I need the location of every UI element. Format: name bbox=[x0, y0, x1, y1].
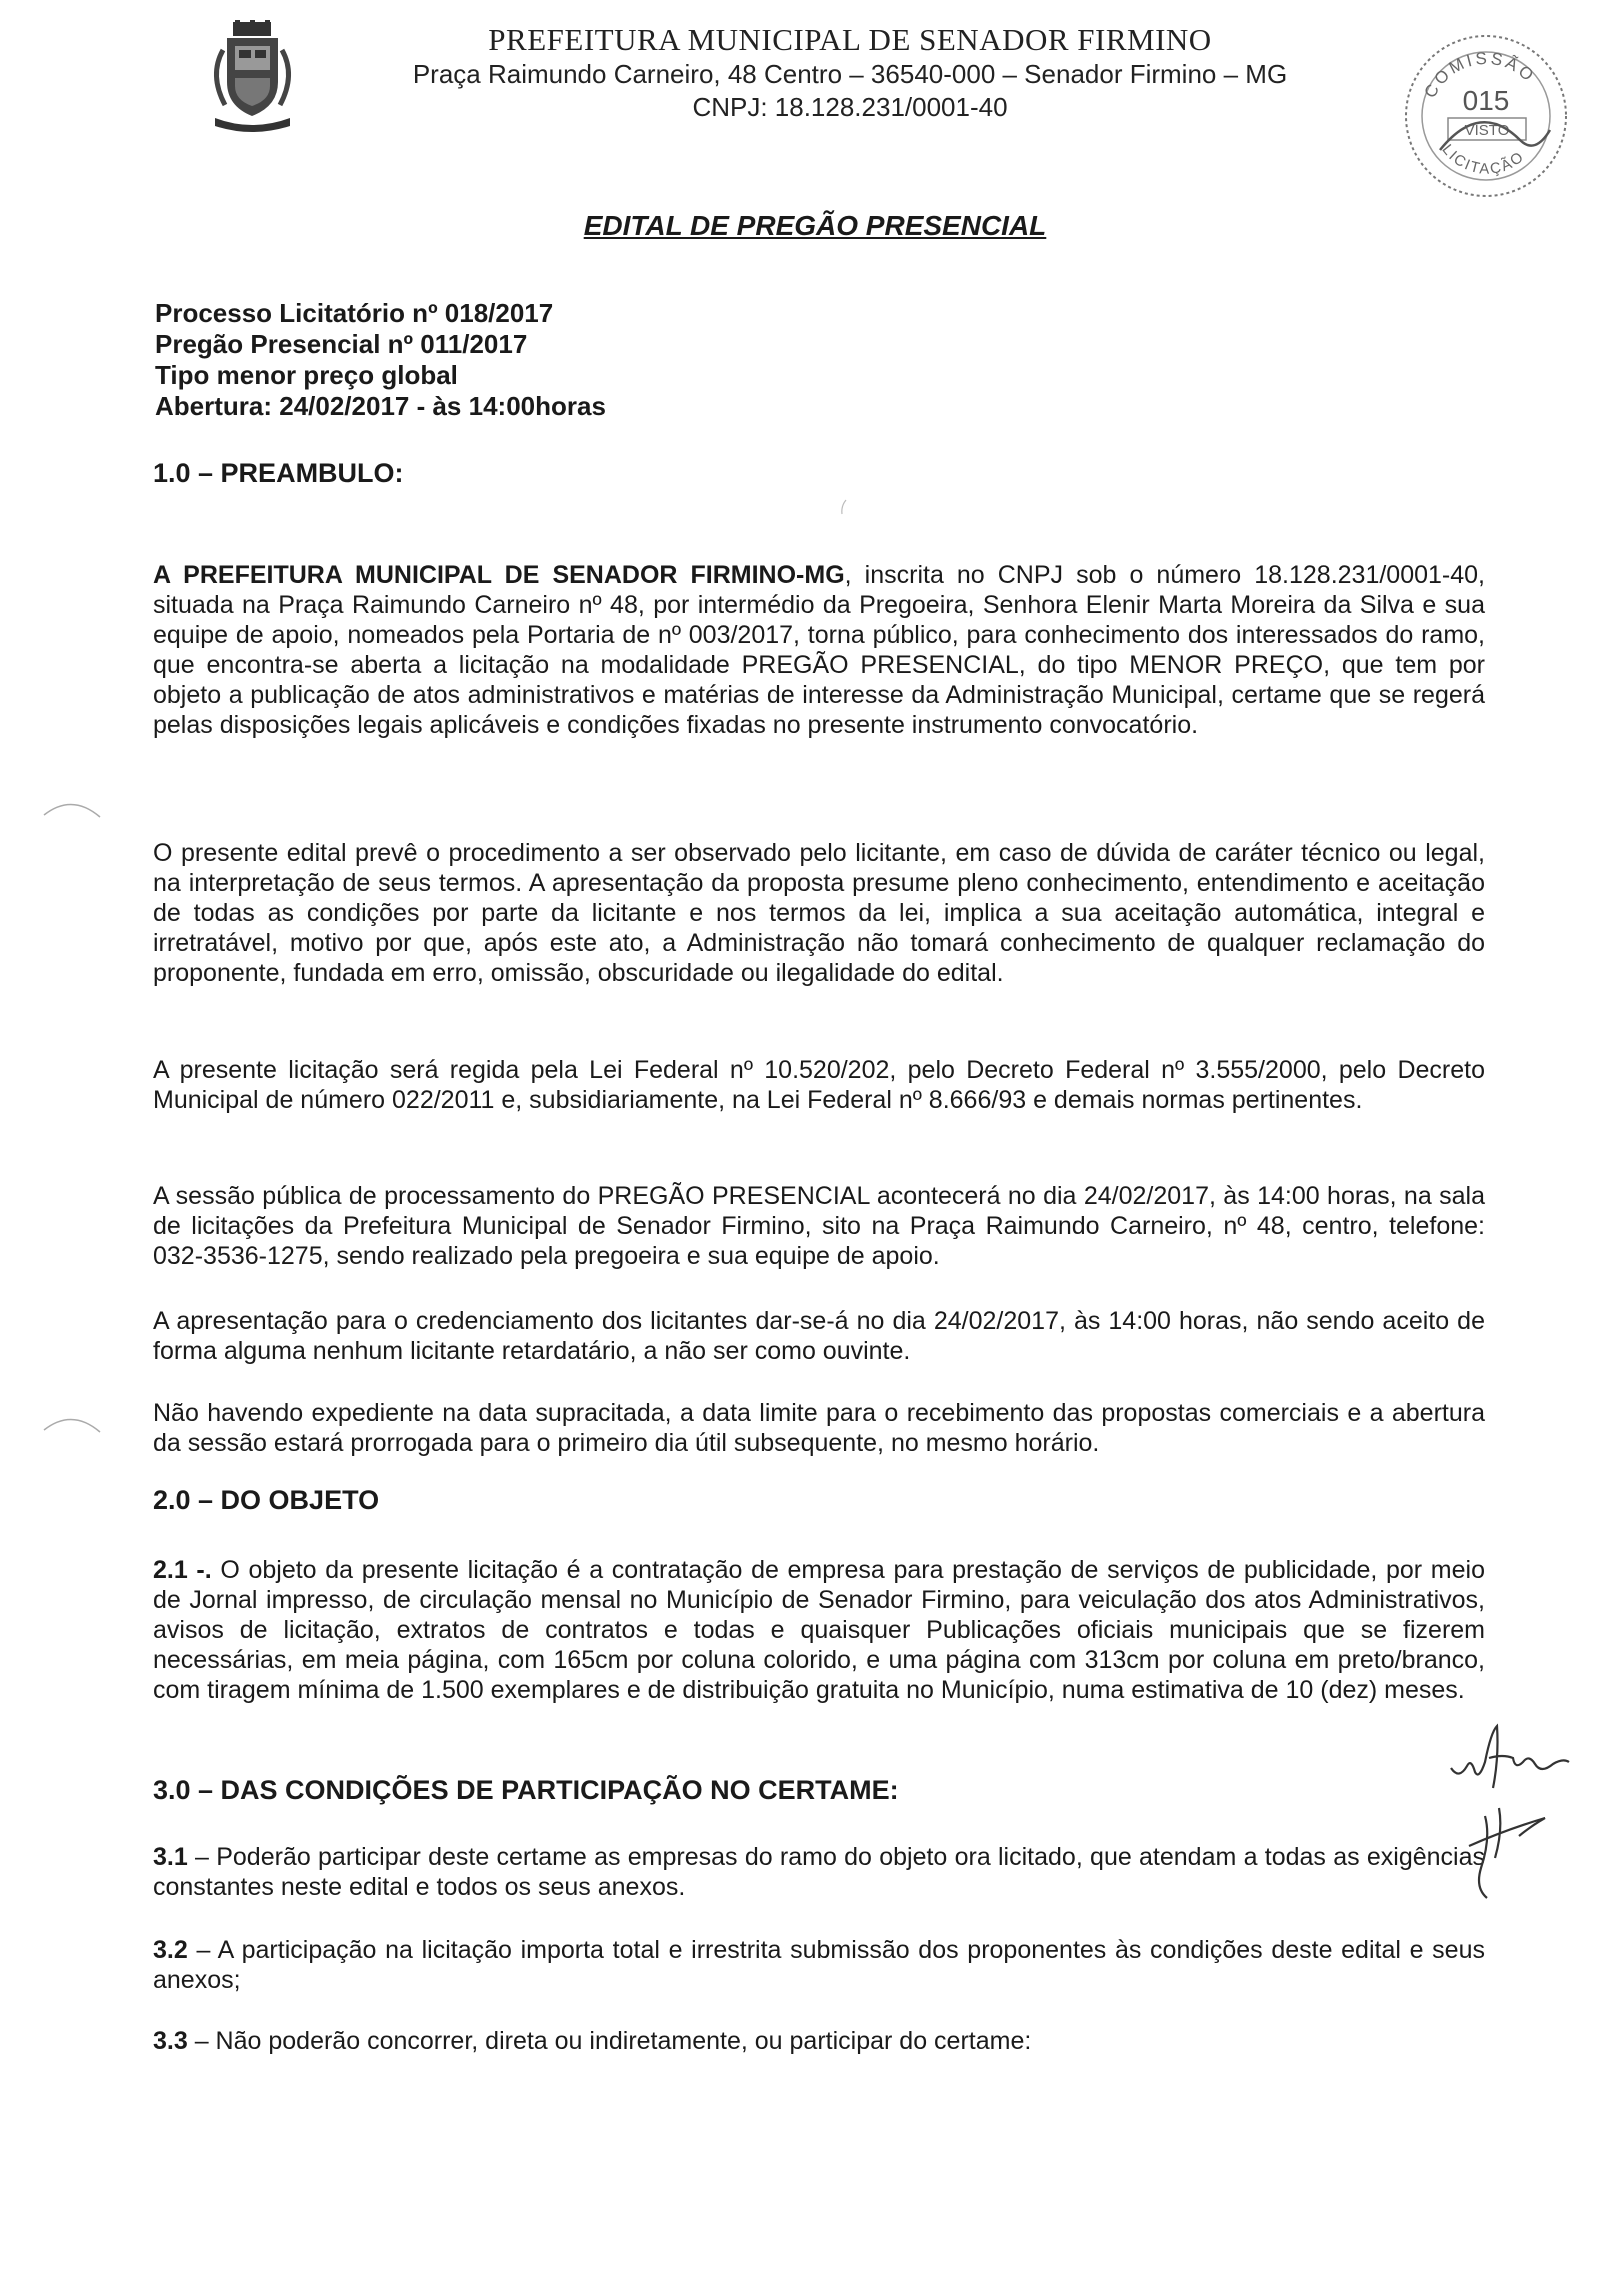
process-info bbox=[155, 298, 855, 422]
section-heading-objeto: 2.0 – DO OBJETO bbox=[153, 1485, 380, 1515]
municipality-address: Praça Raimundo Carneiro, 48 Centro – 36540-000 – Senador Firmino – MG bbox=[412, 59, 1288, 89]
handwritten-signature bbox=[1445, 1718, 1575, 1928]
municipality-cnpj: CNPJ: 18.128.231/0001-40 bbox=[692, 92, 1008, 122]
preambulo-paragraph-5: A apresentação para o credenciamento dos licitantes dar-se-á no dia 24/02/2017, às 14:00 horas, não sendo aceito de forma alguma nenhum licitante retardatário, a não ser como ouvinte. bbox=[153, 1307, 1485, 1365]
seal-middle-text: VISTO bbox=[1464, 122, 1510, 139]
item-number: 3.1 bbox=[153, 1843, 188, 1871]
preambulo-paragraph-1 bbox=[153, 560, 1485, 740]
scan-mark bbox=[838, 498, 848, 516]
seal-page-number: 015 bbox=[1462, 85, 1510, 116]
preambulo-paragraph-1-text: , inscrita no CNPJ sob o número 18.128.231/0001-40, situada na Praça Raimundo Carneiro nº 48, por intermédio da Pregoeira, Senhora Elenir Marta Moreira da Silva e sua equipe de apoio, nomeados pela Portaria de nº 003/2017, torna público, para conhecimento dos interessados do ramo, que encontra-se aberta a licitação na modalidade PREGÃO PRESENCIAL, do tipo MENOR PREÇO, que tem por objeto a publicação de atos administrativos e matérias de interesse da Administração Municipal, certame que se regerá pelas disposições legais aplicáveis e condições fixadas no presente instrumento convocatório. bbox=[153, 561, 1485, 739]
item-number: 3.3 bbox=[153, 2027, 188, 2055]
item-number: 3.2 bbox=[153, 1936, 188, 1964]
commission-stamp-seal bbox=[1400, 30, 1572, 202]
item-text: – Poderão participar deste certame as empresas do ramo do objeto ora licitado, que atendam a todas as exigências constantes neste edital e todos os seus anexos. bbox=[153, 1843, 1485, 1901]
svg-text:LICITAÇÃO bbox=[1438, 141, 1528, 178]
municipality-name: PREFEITURA MUNICIPAL DE SENADOR FIRMINO bbox=[488, 22, 1212, 57]
tender-type: Tipo menor preço global bbox=[155, 360, 458, 390]
condicoes-item-3-3 bbox=[153, 2026, 1485, 2056]
preambulo-paragraph-2: O presente edital prevê o procedimento a ser observado pelo licitante, em caso de dúvida de caráter técnico ou legal, na interpretação de seus termos. A apresentação da proposta presume pleno conhecimento, entendimento e aceitação de todas as condições por parte da licitante e nos termos da lei, implica a sua aceitação automática, integral e irretratável, motivo por que, após este ato, a Administração não tomará conhecimento de qualquer reclamação do proponente, fundada em erro, omissão, obscuridade ou ilegalidade do edital. bbox=[153, 839, 1485, 987]
item-text: – A participação na licitação importa total e irrestrita submissão dos proponentes às condições deste edital e seus anexos; bbox=[153, 1936, 1485, 1994]
preambulo-paragraph-6: Não havendo expediente na data supracitada, a data limite para o recebimento das propostas comerciais e a abertura da sessão estará prorrogada para o primeiro dia útil subsequente, no mesmo horário. bbox=[153, 1399, 1485, 1457]
condicoes-item-3-1 bbox=[153, 1842, 1485, 1902]
preambulo-paragraph-4: A sessão pública de processamento do PREGÃO PRESENCIAL acontecerá no dia 24/02/2017, às 14:00 horas, na sala de licitações da Prefeitura Municipal de Senador Firmino, sito na Praça Raimundo Carneiro, nº 48, centro, telefone: 032-3536-1275, sendo realizado pela pregoeira e sua equipe de apoio. bbox=[153, 1182, 1485, 1270]
letterhead bbox=[330, 22, 1370, 124]
seal-top-text: COMISSÃO bbox=[1420, 48, 1540, 102]
process-number: Processo Licitatório nº 018/2017 bbox=[155, 298, 554, 328]
margin-mark bbox=[42, 1410, 102, 1438]
objeto-item-text: O objeto da presente licitação é a contratação de empresa para prestação de serviços de publicidade, por meio de Jornal impresso, de circulação mensal no Município de Senador Firmino, para veiculação dos atos Administrativos, avisos de licitação, extratos de contratos e todas e quaisquer Publicações oficiais municipais que se fizerem necessárias, em meia página, com 165cm por coluna colorido, e uma página com 313cm por coluna em preto/branco, com tiragem mínima de 1.500 exemplares e de distribuição gratuita no Município, numa estimativa de 10 (dez) meses. bbox=[153, 1556, 1485, 1704]
item-text: – Não poderão concorrer, direta ou indiretamente, ou participar do certame: bbox=[187, 2027, 1032, 2055]
document-title: EDITAL DE PREGÃO PRESENCIAL bbox=[583, 210, 1047, 241]
section-heading-preambulo: 1.0 – PREAMBULO: bbox=[153, 458, 404, 488]
preambulo-entity-name: A PREFEITURA MUNICIPAL DE SENADOR FIRMINO-MG bbox=[153, 561, 845, 589]
seal-bottom-text: LICITAÇÃO bbox=[1438, 141, 1529, 178]
section-heading-condicoes: 3.0 – DAS CONDIÇÕES DE PARTICIPAÇÃO NO CERTAME: bbox=[153, 1775, 899, 1805]
margin-mark bbox=[42, 795, 102, 823]
condicoes-item-3-2 bbox=[153, 1935, 1485, 1995]
pregao-number: Pregão Presencial nº 011/2017 bbox=[155, 329, 528, 359]
preambulo-paragraph-3: A presente licitação será regida pela Lei Federal nº 10.520/202, pelo Decreto Federal nº 3.555/2000, pelo Decreto Municipal de número 022/2011 e, subsidiariamente, na Lei Federal nº 8.666/93 e demais normas pertinentes. bbox=[153, 1056, 1485, 1114]
coat-of-arms-logo bbox=[205, 20, 300, 135]
objeto-item-2-1 bbox=[153, 1555, 1485, 1705]
objeto-item-number: 2.1 -. bbox=[153, 1556, 212, 1584]
opening-date: Abertura: 24/02/2017 - às 14:00horas bbox=[155, 391, 606, 421]
